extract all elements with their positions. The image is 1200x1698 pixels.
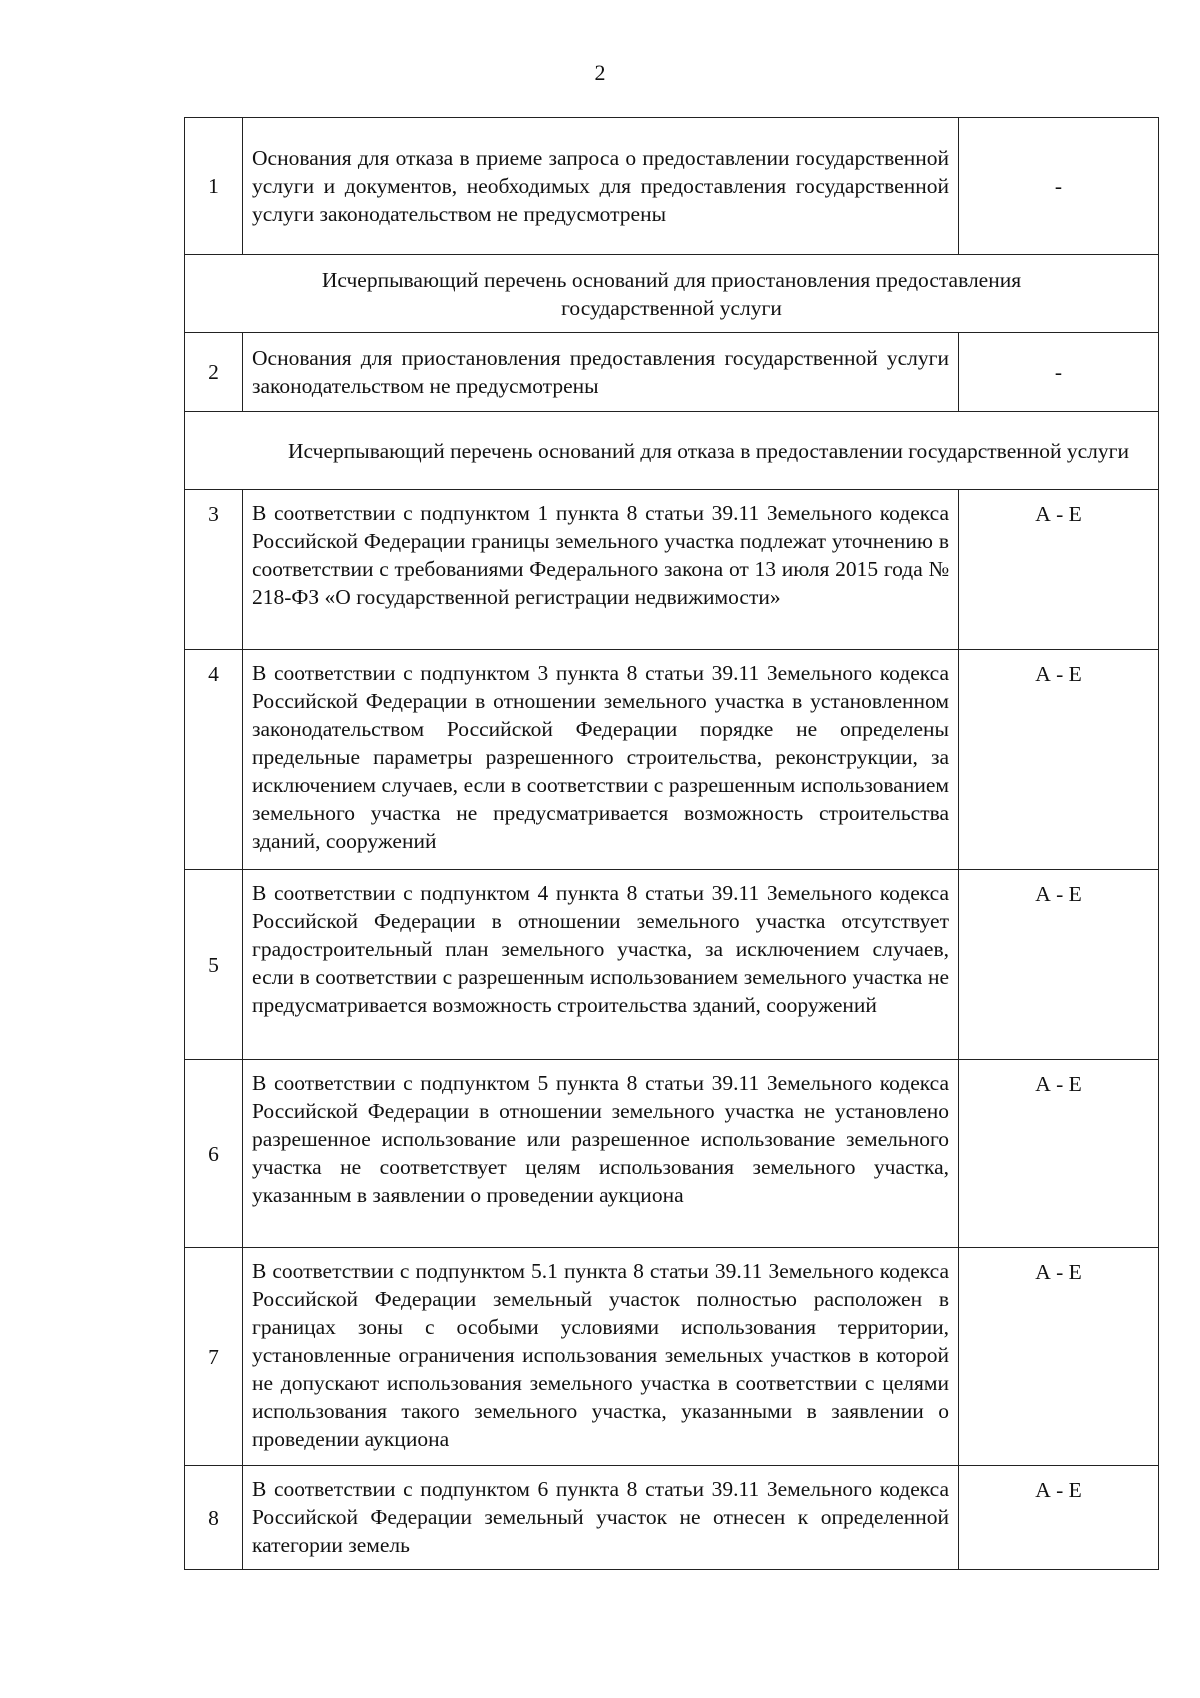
row-reference: А - Е bbox=[959, 1248, 1159, 1466]
row-reference: А - Е bbox=[959, 1466, 1159, 1570]
row-reference: А - Е bbox=[959, 870, 1159, 1060]
row-text: Основания для приостановления предоставления государственной услуги законодательством не предусмотрены bbox=[243, 333, 959, 412]
row-number: 7 bbox=[185, 1248, 243, 1466]
row-text: В соответствии с подпунктом 1 пункта 8 статьи 39.11 Земельного кодекса Российской Федерации границы земельного участка подлежат уточнению в соответствии с требованиями Федерального закона от 13 июля 2015 года № 218-ФЗ «О государственной регистрации недвижимости» bbox=[243, 490, 959, 650]
section-title: Исчерпывающий перечень оснований для отказа в предоставлении государственной услуги bbox=[185, 412, 1159, 490]
row-reference: А - Е bbox=[959, 1060, 1159, 1248]
grounds-table bbox=[184, 117, 1159, 1570]
row-text: В соответствии с подпунктом 6 пункта 8 статьи 39.11 Земельного кодекса Российской Федерации земельный участок не отнесен к определенной категории земель bbox=[243, 1466, 959, 1570]
table-row bbox=[185, 1060, 1159, 1248]
section-header-row bbox=[185, 412, 1159, 490]
section-title: Исчерпывающий перечень оснований для приостановления предоставления государственной услуги bbox=[185, 255, 1159, 333]
table-row bbox=[185, 333, 1159, 412]
row-text: В соответствии с подпунктом 5.1 пункта 8 статьи 39.11 Земельного кодекса Российской Федерации земельный участок полностью расположен в границах зоны с особыми условиями использования территории, установленные ограничения использования земельных участков в которой не допускают использования земельного участка в соответствии с целями использования такого земельного участка, указанными в заявлении о проведении аукциона bbox=[243, 1248, 959, 1466]
row-number: 2 bbox=[185, 333, 243, 412]
row-text: В соответствии с подпунктом 3 пункта 8 статьи 39.11 Земельного кодекса Российской Федерации в отношении земельного участка в установленном законодательством Российской Федерации порядке не определены предельные параметры разрешенного строительства, реконструкции, за исключением случаев, если в соответствии с разрешенным использованием земельного участка не предусматривается возможность строительства зданий, сооружений bbox=[243, 650, 959, 870]
row-reference: А - Е bbox=[959, 490, 1159, 650]
table-row bbox=[185, 118, 1159, 255]
table-row bbox=[185, 870, 1159, 1060]
row-reference: - bbox=[959, 333, 1159, 412]
row-number: 4 bbox=[185, 650, 243, 870]
row-reference: - bbox=[959, 118, 1159, 255]
row-number: 3 bbox=[185, 490, 243, 650]
table-row bbox=[185, 1248, 1159, 1466]
row-text: В соответствии с подпунктом 5 пункта 8 статьи 39.11 Земельного кодекса Российской Федерации в отношении земельного участка не установлено разрешенное использование или разрешенное использование земельного участка не соответствует целям использования земельного участка, указанным в заявлении о проведении аукциона bbox=[243, 1060, 959, 1248]
section-header-row bbox=[185, 255, 1159, 333]
table-row bbox=[185, 650, 1159, 870]
row-reference: А - Е bbox=[959, 650, 1159, 870]
row-text: В соответствии с подпунктом 4 пункта 8 статьи 39.11 Земельного кодекса Российской Федерации в отношении земельного участка отсутствует градостроительный план земельного участка, за исключением случаев, если в соответствии с разрешенным использованием земельного участка не предусматривается возможность строительства зданий, сооружений bbox=[243, 870, 959, 1060]
row-number: 1 bbox=[185, 118, 243, 255]
page-number: 2 bbox=[594, 60, 606, 85]
row-number: 5 bbox=[185, 870, 243, 1060]
table-row bbox=[185, 490, 1159, 650]
table-row bbox=[185, 1466, 1159, 1570]
row-number: 6 bbox=[185, 1060, 243, 1248]
row-text: Основания для отказа в приеме запроса о предоставлении государственной услуги и документов, необходимых для предоставления государственной услуги законодательством не предусмотрены bbox=[243, 118, 959, 255]
row-number: 8 bbox=[185, 1466, 243, 1570]
